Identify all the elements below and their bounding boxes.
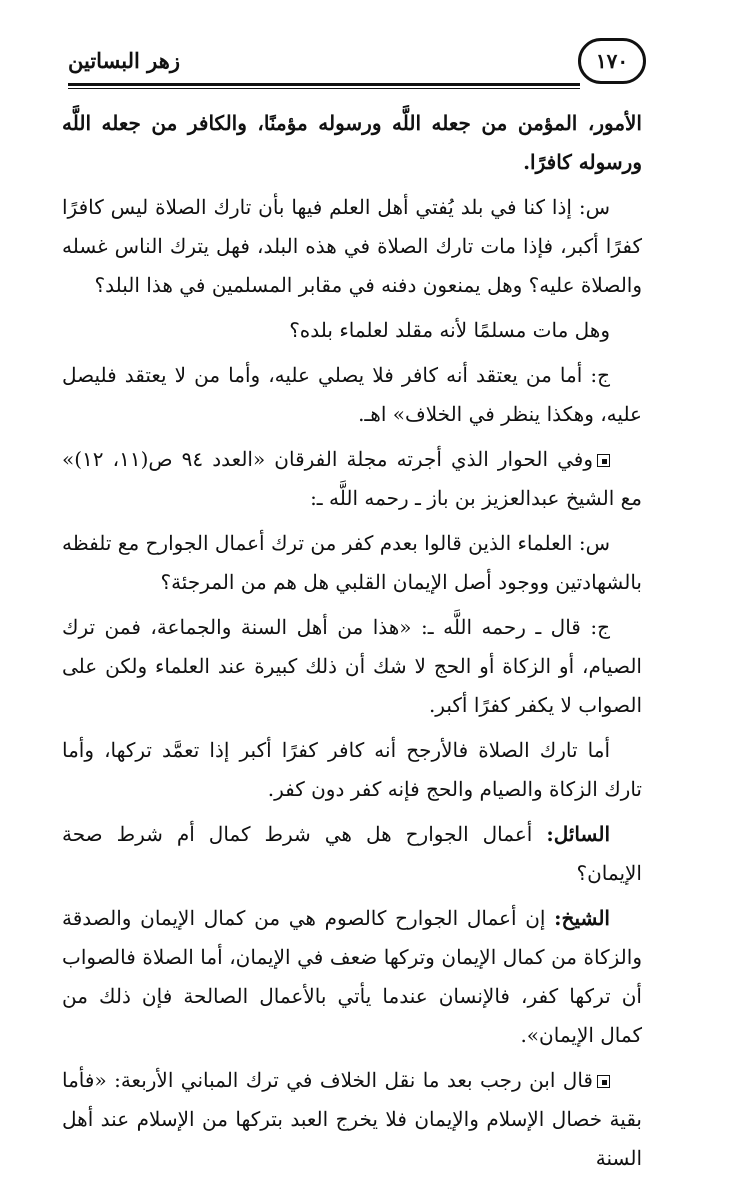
note-marker-icon xyxy=(597,1075,610,1088)
note-text: قال ابن رجب بعد ما نقل الخلاف في ترك المباني الأربعة: «فأما بقية خصال الإسلام والإيمان فلا يخرج العبد بتركها من الإسلام عند أهل السنة xyxy=(62,1068,642,1170)
book-title: زهر البساتين xyxy=(68,48,180,73)
paragraph-1: الأمور، المؤمن من جعله اللَّه ورسوله مؤمنًا، والكافر من جعله اللَّه ورسوله كافرًا. xyxy=(62,111,642,174)
asker-label: السائل: xyxy=(546,822,610,846)
question-label: س: xyxy=(578,195,610,219)
page-number: ١٧٠ xyxy=(578,38,646,84)
paragraph-note-1 xyxy=(62,440,642,518)
question-text: العلماء الذين قالوا بعدم كفر من ترك أعمال الجوارح مع تلفظه بالشهادتين ووجود أصل الإيمان القلبي هل هم من المرجئة؟ xyxy=(62,531,642,594)
header-rule-thin xyxy=(68,88,580,89)
paragraph-answer-1 xyxy=(62,356,642,434)
question-label: س: xyxy=(578,531,610,555)
paragraph-3: وهل مات مسلمًا لأنه مقلد لعلماء بلده؟ xyxy=(289,318,610,342)
page-body xyxy=(62,104,642,1178)
page-header xyxy=(68,38,646,94)
paragraph-question-2 xyxy=(62,524,642,602)
asker-text: أعمال الجوارح هل هي شرط كمال أم شرط صحة الإيمان؟ xyxy=(62,822,642,885)
answer-text: أما من يعتقد أنه كافر فلا يصلي عليه، وأما من لا يعتقد فليصل عليه، وهكذا ينظر في الخلاف» اهـ. xyxy=(62,363,642,426)
paragraph-answer-2 xyxy=(62,608,642,725)
paragraph-8: أما تارك الصلاة فالأرجح أنه كافر كفرًا أكبر إذا تعمَّد تركها، وأما تارك الزكاة والصيام والحج فإنه كفر دون كفر. xyxy=(62,738,642,801)
question-text: إذا كنا في بلد يُفتي أهل العلم فيها بأن تارك الصلاة ليس كافرًا كفرًا أكبر، فإذا مات تارك الصلاة في هذه البلد، فهل يترك الناس غسله والصلاة عليه؟ وهل يمنعون دفنه في مقابر المسلمين في هذا البلد؟ xyxy=(62,195,642,297)
note-text: وفي الحوار الذي أجرته مجلة الفرقان «العدد ٩٤ ص(١١، ١٢)» مع الشيخ عبدالعزيز بن باز ـ رحمه اللَّه ـ: xyxy=(62,447,642,510)
answer-label: ج: xyxy=(590,615,610,639)
paragraph-question-1 xyxy=(62,188,642,305)
paragraph-note-2 xyxy=(62,1061,642,1178)
answer-text: قال ـ رحمه اللَّه ـ: «هذا من أهل السنة والجماعة، فمن ترك الصيام، أو الزكاة أو الحج لا شك أن ذلك كبيرة عند العلماء ولكن على الصواب لا يكفر كفرًا أكبر. xyxy=(62,615,642,717)
paragraph-asker xyxy=(62,815,642,893)
sheikh-text: إن أعمال الجوارح كالصوم هي من كمال الإيمان والصدقة والزكاة من كمال الإيمان وتركها ضعف في الإيمان، أما الصلاة فالصواب أن تركها كفر، فالإنسان عندما يأتي بالأعمال الصالحة فإن ذلك من كمال الإيمان». xyxy=(62,906,642,1047)
paragraph-sheikh xyxy=(62,899,642,1055)
header-rule-thick xyxy=(68,83,580,86)
note-marker-icon xyxy=(597,454,610,467)
sheikh-label: الشيخ: xyxy=(554,906,610,930)
answer-label: ج: xyxy=(590,363,610,387)
